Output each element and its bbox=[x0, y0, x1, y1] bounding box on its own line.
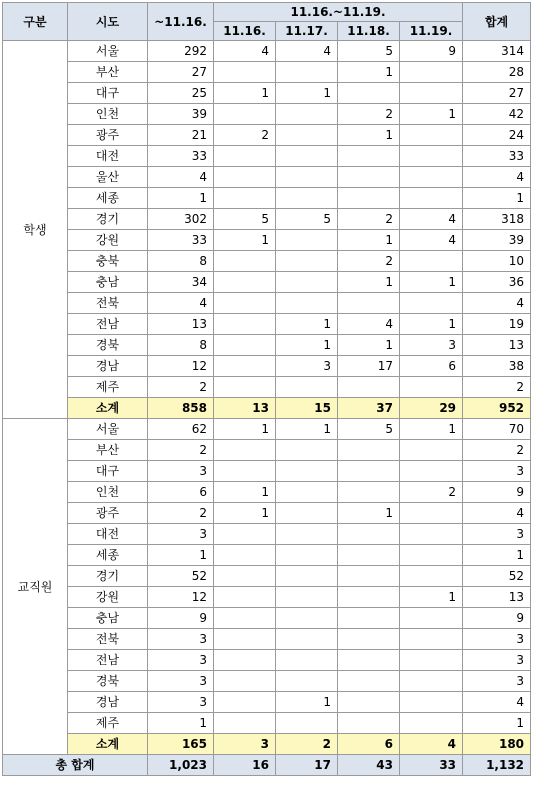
value-cell: 25 bbox=[148, 83, 214, 104]
value-cell bbox=[276, 125, 338, 146]
value-cell: 9 bbox=[400, 41, 463, 62]
value-cell bbox=[400, 377, 463, 398]
value-cell: 1 bbox=[214, 83, 276, 104]
table-row bbox=[3, 482, 531, 503]
grand-total-label: 총 합계 bbox=[3, 755, 148, 776]
value-cell: 1 bbox=[338, 503, 400, 524]
value-cell: 2 bbox=[148, 377, 214, 398]
value-cell: 1 bbox=[400, 419, 463, 440]
value-cell bbox=[276, 272, 338, 293]
value-cell bbox=[338, 566, 400, 587]
region-cell: 강원 bbox=[68, 230, 148, 251]
value-cell: 1 bbox=[338, 62, 400, 83]
table-row bbox=[3, 230, 531, 251]
table-row bbox=[3, 440, 531, 461]
value-cell bbox=[276, 461, 338, 482]
header-date: 11.17. bbox=[276, 22, 338, 41]
value-cell: 4 bbox=[214, 41, 276, 62]
table-row bbox=[3, 293, 531, 314]
region-cell: 대전 bbox=[68, 146, 148, 167]
value-cell: 1 bbox=[276, 419, 338, 440]
subtotal-row bbox=[3, 398, 531, 419]
table-row bbox=[3, 524, 531, 545]
value-cell: 38 bbox=[463, 356, 531, 377]
subtotal-label: 소계 bbox=[68, 398, 148, 419]
header-sum: 합계 bbox=[463, 3, 531, 41]
value-cell: 13 bbox=[148, 314, 214, 335]
subtotal-value: 952 bbox=[463, 398, 531, 419]
value-cell bbox=[338, 650, 400, 671]
value-cell: 2 bbox=[463, 377, 531, 398]
value-cell: 1 bbox=[148, 713, 214, 734]
value-cell: 2 bbox=[463, 440, 531, 461]
value-cell bbox=[338, 545, 400, 566]
value-cell: 36 bbox=[463, 272, 531, 293]
subtotal-value: 858 bbox=[148, 398, 214, 419]
value-cell: 314 bbox=[463, 41, 531, 62]
table-row bbox=[3, 461, 531, 482]
value-cell: 4 bbox=[463, 293, 531, 314]
subtotal-value: 15 bbox=[276, 398, 338, 419]
table-row bbox=[3, 251, 531, 272]
value-cell bbox=[400, 545, 463, 566]
value-cell bbox=[214, 62, 276, 83]
value-cell: 8 bbox=[148, 251, 214, 272]
region-cell: 광주 bbox=[68, 503, 148, 524]
region-cell: 울산 bbox=[68, 167, 148, 188]
value-cell: 2 bbox=[214, 125, 276, 146]
table-row bbox=[3, 608, 531, 629]
value-cell bbox=[338, 83, 400, 104]
region-cell: 경남 bbox=[68, 692, 148, 713]
value-cell: 1 bbox=[148, 188, 214, 209]
value-cell: 13 bbox=[463, 587, 531, 608]
value-cell: 21 bbox=[148, 125, 214, 146]
value-cell bbox=[276, 482, 338, 503]
value-cell bbox=[338, 188, 400, 209]
value-cell: 39 bbox=[148, 104, 214, 125]
grand-total-value: 1,132 bbox=[463, 755, 531, 776]
value-cell bbox=[276, 545, 338, 566]
value-cell bbox=[400, 608, 463, 629]
value-cell: 3 bbox=[148, 461, 214, 482]
value-cell bbox=[276, 377, 338, 398]
value-cell bbox=[338, 146, 400, 167]
value-cell: 3 bbox=[400, 335, 463, 356]
value-cell: 1 bbox=[276, 335, 338, 356]
value-cell bbox=[276, 440, 338, 461]
value-cell bbox=[338, 608, 400, 629]
value-cell bbox=[400, 503, 463, 524]
value-cell bbox=[400, 629, 463, 650]
value-cell bbox=[214, 188, 276, 209]
subtotal-value: 2 bbox=[276, 734, 338, 755]
header-date: 11.18. bbox=[338, 22, 400, 41]
value-cell: 12 bbox=[148, 356, 214, 377]
value-cell: 1 bbox=[463, 188, 531, 209]
value-cell bbox=[400, 524, 463, 545]
value-cell bbox=[214, 293, 276, 314]
value-cell bbox=[338, 713, 400, 734]
region-cell: 인천 bbox=[68, 104, 148, 125]
value-cell: 1 bbox=[400, 104, 463, 125]
region-cell: 광주 bbox=[68, 125, 148, 146]
value-cell: 1 bbox=[338, 230, 400, 251]
value-cell: 2 bbox=[338, 251, 400, 272]
value-cell bbox=[338, 293, 400, 314]
region-cell: 제주 bbox=[68, 377, 148, 398]
value-cell bbox=[338, 671, 400, 692]
value-cell: 4 bbox=[276, 41, 338, 62]
table-row bbox=[3, 566, 531, 587]
header-category: 구분 bbox=[3, 3, 68, 41]
value-cell bbox=[214, 629, 276, 650]
value-cell bbox=[338, 482, 400, 503]
value-cell: 5 bbox=[338, 41, 400, 62]
value-cell bbox=[400, 440, 463, 461]
value-cell: 28 bbox=[463, 62, 531, 83]
value-cell: 3 bbox=[148, 671, 214, 692]
value-cell bbox=[400, 566, 463, 587]
value-cell: 19 bbox=[463, 314, 531, 335]
value-cell bbox=[276, 188, 338, 209]
region-cell: 경기 bbox=[68, 566, 148, 587]
value-cell: 17 bbox=[338, 356, 400, 377]
table-body bbox=[3, 41, 531, 776]
value-cell bbox=[214, 377, 276, 398]
region-cell: 전남 bbox=[68, 314, 148, 335]
value-cell: 3 bbox=[463, 461, 531, 482]
value-cell: 302 bbox=[148, 209, 214, 230]
value-cell: 318 bbox=[463, 209, 531, 230]
value-cell bbox=[276, 167, 338, 188]
table-row bbox=[3, 146, 531, 167]
value-cell bbox=[400, 293, 463, 314]
region-cell: 충북 bbox=[68, 251, 148, 272]
region-cell: 세종 bbox=[68, 545, 148, 566]
value-cell: 1 bbox=[463, 545, 531, 566]
table-row bbox=[3, 188, 531, 209]
value-cell bbox=[214, 146, 276, 167]
subtotal-value: 29 bbox=[400, 398, 463, 419]
region-cell: 서울 bbox=[68, 41, 148, 62]
table-row bbox=[3, 314, 531, 335]
value-cell bbox=[276, 503, 338, 524]
value-cell: 1 bbox=[338, 125, 400, 146]
value-cell: 4 bbox=[463, 692, 531, 713]
value-cell: 9 bbox=[148, 608, 214, 629]
value-cell: 1 bbox=[338, 335, 400, 356]
value-cell: 4 bbox=[338, 314, 400, 335]
value-cell bbox=[338, 461, 400, 482]
value-cell bbox=[214, 713, 276, 734]
table-row bbox=[3, 377, 531, 398]
subtotal-label: 소계 bbox=[68, 734, 148, 755]
subtotal-row bbox=[3, 734, 531, 755]
value-cell bbox=[400, 125, 463, 146]
value-cell: 1 bbox=[400, 272, 463, 293]
value-cell bbox=[214, 272, 276, 293]
value-cell bbox=[276, 629, 338, 650]
region-cell: 충남 bbox=[68, 608, 148, 629]
region-cell: 부산 bbox=[68, 440, 148, 461]
table-row bbox=[3, 713, 531, 734]
value-cell bbox=[276, 62, 338, 83]
table-row bbox=[3, 62, 531, 83]
table-row bbox=[3, 503, 531, 524]
value-cell: 1 bbox=[214, 230, 276, 251]
value-cell: 3 bbox=[463, 524, 531, 545]
value-cell bbox=[214, 356, 276, 377]
value-cell: 1 bbox=[214, 503, 276, 524]
subtotal-value: 4 bbox=[400, 734, 463, 755]
value-cell: 27 bbox=[148, 62, 214, 83]
value-cell: 24 bbox=[463, 125, 531, 146]
value-cell: 39 bbox=[463, 230, 531, 251]
value-cell bbox=[400, 713, 463, 734]
value-cell bbox=[400, 188, 463, 209]
value-cell bbox=[214, 566, 276, 587]
value-cell bbox=[400, 167, 463, 188]
table-row bbox=[3, 104, 531, 125]
value-cell: 1 bbox=[338, 272, 400, 293]
value-cell: 4 bbox=[463, 503, 531, 524]
value-cell bbox=[276, 713, 338, 734]
value-cell: 33 bbox=[148, 146, 214, 167]
value-cell bbox=[400, 671, 463, 692]
table-row bbox=[3, 272, 531, 293]
table-row bbox=[3, 419, 531, 440]
value-cell bbox=[338, 587, 400, 608]
grand-total-value: 1,023 bbox=[148, 755, 214, 776]
category-label: 학생 bbox=[3, 41, 68, 419]
value-cell bbox=[338, 524, 400, 545]
value-cell bbox=[400, 692, 463, 713]
table-row bbox=[3, 629, 531, 650]
value-cell bbox=[214, 692, 276, 713]
subtotal-value: 3 bbox=[214, 734, 276, 755]
value-cell: 2 bbox=[338, 209, 400, 230]
value-cell bbox=[338, 377, 400, 398]
region-cell: 세종 bbox=[68, 188, 148, 209]
value-cell: 8 bbox=[148, 335, 214, 356]
value-cell bbox=[276, 671, 338, 692]
value-cell bbox=[214, 587, 276, 608]
grand-total-value: 16 bbox=[214, 755, 276, 776]
value-cell: 1 bbox=[276, 314, 338, 335]
value-cell bbox=[276, 608, 338, 629]
value-cell bbox=[276, 251, 338, 272]
value-cell bbox=[276, 587, 338, 608]
value-cell: 52 bbox=[148, 566, 214, 587]
value-cell: 4 bbox=[400, 209, 463, 230]
header-date: 11.16. bbox=[214, 22, 276, 41]
region-cell: 전북 bbox=[68, 293, 148, 314]
value-cell: 6 bbox=[148, 482, 214, 503]
value-cell bbox=[276, 650, 338, 671]
value-cell bbox=[276, 104, 338, 125]
grand-total-value: 17 bbox=[276, 755, 338, 776]
value-cell: 3 bbox=[463, 671, 531, 692]
table-row bbox=[3, 209, 531, 230]
subtotal-value: 165 bbox=[148, 734, 214, 755]
value-cell bbox=[276, 146, 338, 167]
table-row bbox=[3, 125, 531, 146]
table-row bbox=[3, 41, 531, 62]
value-cell bbox=[214, 671, 276, 692]
value-cell bbox=[214, 251, 276, 272]
header-date: 11.19. bbox=[400, 22, 463, 41]
value-cell: 4 bbox=[148, 293, 214, 314]
region-cell: 대전 bbox=[68, 524, 148, 545]
value-cell: 1 bbox=[276, 83, 338, 104]
value-cell bbox=[400, 146, 463, 167]
value-cell bbox=[214, 314, 276, 335]
value-cell: 3 bbox=[148, 524, 214, 545]
value-cell: 4 bbox=[148, 167, 214, 188]
value-cell bbox=[276, 524, 338, 545]
header-period: 11.16.~11.19. bbox=[214, 3, 463, 22]
value-cell: 1 bbox=[400, 587, 463, 608]
region-cell: 경남 bbox=[68, 356, 148, 377]
value-cell: 9 bbox=[463, 608, 531, 629]
value-cell: 3 bbox=[148, 629, 214, 650]
value-cell bbox=[276, 566, 338, 587]
value-cell: 5 bbox=[276, 209, 338, 230]
value-cell: 4 bbox=[463, 167, 531, 188]
data-table bbox=[2, 2, 531, 776]
table-row bbox=[3, 167, 531, 188]
value-cell bbox=[338, 167, 400, 188]
value-cell: 52 bbox=[463, 566, 531, 587]
value-cell bbox=[400, 62, 463, 83]
value-cell: 3 bbox=[463, 650, 531, 671]
value-cell bbox=[276, 293, 338, 314]
value-cell: 34 bbox=[148, 272, 214, 293]
value-cell: 1 bbox=[214, 482, 276, 503]
value-cell: 13 bbox=[463, 335, 531, 356]
table-row bbox=[3, 335, 531, 356]
value-cell: 33 bbox=[463, 146, 531, 167]
region-cell: 인천 bbox=[68, 482, 148, 503]
value-cell: 3 bbox=[276, 356, 338, 377]
value-cell bbox=[214, 650, 276, 671]
value-cell bbox=[214, 335, 276, 356]
region-cell: 전북 bbox=[68, 629, 148, 650]
value-cell: 4 bbox=[400, 230, 463, 251]
region-cell: 경북 bbox=[68, 335, 148, 356]
value-cell bbox=[214, 524, 276, 545]
value-cell: 1 bbox=[276, 692, 338, 713]
value-cell: 42 bbox=[463, 104, 531, 125]
value-cell: 33 bbox=[148, 230, 214, 251]
region-cell: 제주 bbox=[68, 713, 148, 734]
table-header bbox=[3, 3, 531, 41]
table-row bbox=[3, 671, 531, 692]
value-cell bbox=[214, 440, 276, 461]
value-cell bbox=[214, 461, 276, 482]
value-cell bbox=[276, 230, 338, 251]
grand-total-value: 43 bbox=[338, 755, 400, 776]
table-row bbox=[3, 356, 531, 377]
value-cell bbox=[338, 692, 400, 713]
value-cell: 2 bbox=[148, 503, 214, 524]
grand-total-row bbox=[3, 755, 531, 776]
region-cell: 대구 bbox=[68, 461, 148, 482]
value-cell bbox=[214, 545, 276, 566]
table-row bbox=[3, 587, 531, 608]
region-cell: 충남 bbox=[68, 272, 148, 293]
value-cell: 1 bbox=[214, 419, 276, 440]
region-cell: 서울 bbox=[68, 419, 148, 440]
table-row bbox=[3, 650, 531, 671]
value-cell: 3 bbox=[148, 650, 214, 671]
region-cell: 강원 bbox=[68, 587, 148, 608]
value-cell: 5 bbox=[338, 419, 400, 440]
value-cell: 2 bbox=[148, 440, 214, 461]
region-cell: 전남 bbox=[68, 650, 148, 671]
grand-total-value: 33 bbox=[400, 755, 463, 776]
value-cell bbox=[400, 83, 463, 104]
category-label: 교직원 bbox=[3, 419, 68, 755]
table-row bbox=[3, 83, 531, 104]
value-cell: 2 bbox=[338, 104, 400, 125]
value-cell bbox=[214, 167, 276, 188]
header-before: ~11.16. bbox=[148, 3, 214, 41]
value-cell bbox=[400, 251, 463, 272]
subtotal-value: 180 bbox=[463, 734, 531, 755]
value-cell: 1 bbox=[400, 314, 463, 335]
subtotal-value: 13 bbox=[214, 398, 276, 419]
table-row bbox=[3, 692, 531, 713]
table-row bbox=[3, 545, 531, 566]
value-cell bbox=[338, 440, 400, 461]
value-cell: 62 bbox=[148, 419, 214, 440]
value-cell bbox=[214, 104, 276, 125]
subtotal-value: 6 bbox=[338, 734, 400, 755]
value-cell: 12 bbox=[148, 587, 214, 608]
value-cell: 5 bbox=[214, 209, 276, 230]
header-region: 시도 bbox=[68, 3, 148, 41]
value-cell bbox=[214, 608, 276, 629]
value-cell: 3 bbox=[463, 629, 531, 650]
region-cell: 부산 bbox=[68, 62, 148, 83]
value-cell: 6 bbox=[400, 356, 463, 377]
value-cell: 3 bbox=[148, 692, 214, 713]
region-cell: 대구 bbox=[68, 83, 148, 104]
value-cell: 10 bbox=[463, 251, 531, 272]
value-cell: 1 bbox=[148, 545, 214, 566]
value-cell: 292 bbox=[148, 41, 214, 62]
value-cell: 1 bbox=[463, 713, 531, 734]
region-cell: 경북 bbox=[68, 671, 148, 692]
value-cell: 70 bbox=[463, 419, 531, 440]
value-cell: 2 bbox=[400, 482, 463, 503]
value-cell: 27 bbox=[463, 83, 531, 104]
subtotal-value: 37 bbox=[338, 398, 400, 419]
value-cell: 9 bbox=[463, 482, 531, 503]
value-cell bbox=[400, 650, 463, 671]
value-cell bbox=[400, 461, 463, 482]
value-cell bbox=[338, 629, 400, 650]
region-cell: 경기 bbox=[68, 209, 148, 230]
